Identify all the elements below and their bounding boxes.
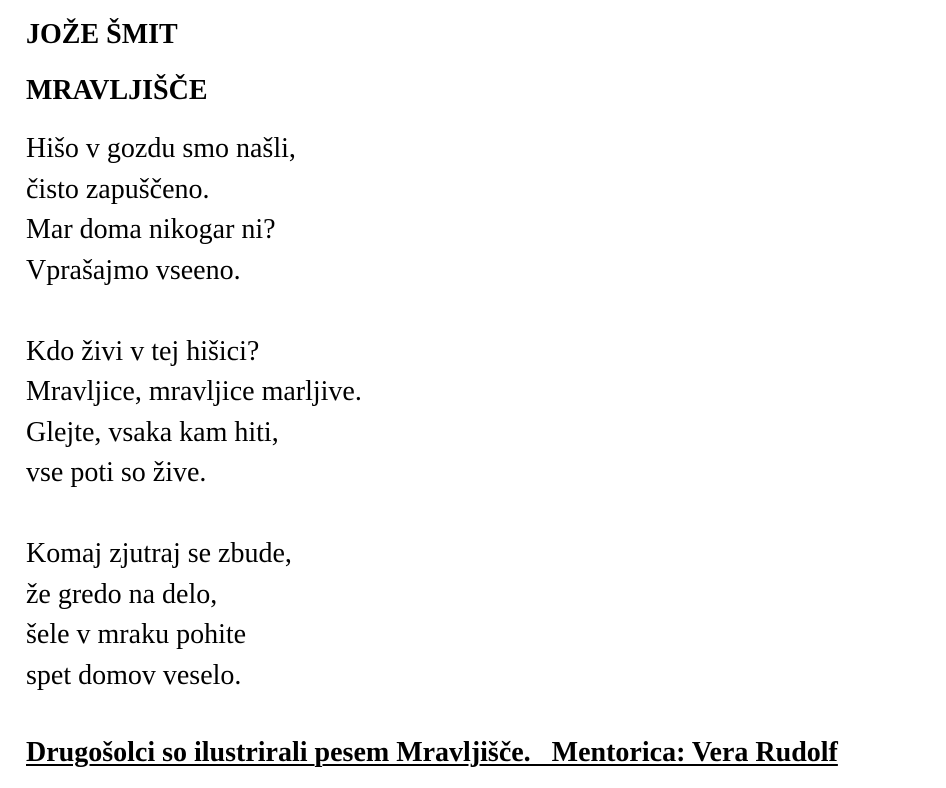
poem-line: Vprašajmo vseeno. [26, 254, 241, 286]
poem-line: Glejte, vsaka kam hiti, [26, 416, 279, 448]
poem-body [26, 129, 362, 737]
poem-author: JOŽE ŠMIT [26, 19, 178, 50]
poem-line: spet domov veselo. [26, 659, 242, 691]
poem-line: Kdo živi v tej hišici? [26, 335, 260, 367]
illustration-credit: Drugošolci so ilustrirali pesem Mravljišče. Mentorica: Vera Rudolf [26, 737, 838, 768]
poem-line: čisto zapuščeno. [26, 173, 210, 205]
stanza-2 [26, 332, 362, 494]
poem-line: Mar doma nikogar ni? [26, 214, 276, 245]
poem-line: Komaj zjutraj se zbude, [26, 538, 292, 569]
poem-line: šele v mraku pohite [26, 619, 247, 650]
poem-line: Mravljice, mravljice marljive. [26, 376, 362, 407]
poem-line: vse poti so žive. [26, 457, 207, 488]
stanza-1 [26, 129, 362, 291]
poem-title: MRAVLJIŠČE [26, 75, 208, 106]
poem-line: že gredo na delo, [26, 578, 218, 610]
stanza-3 [26, 534, 362, 696]
poem-line: Hišo v gozdu smo našli, [26, 133, 296, 164]
